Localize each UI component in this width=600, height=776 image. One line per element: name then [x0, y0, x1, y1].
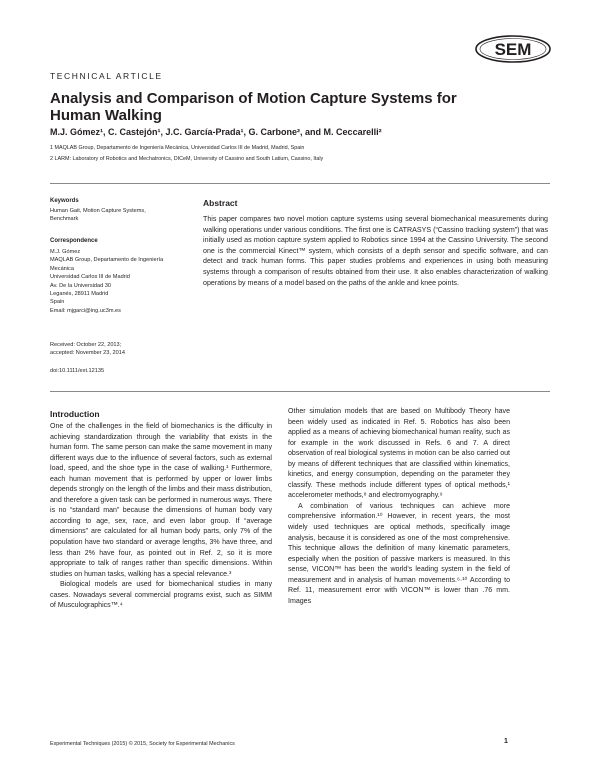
- affiliation-2: 2 LARM: Laboratory of Robotics and Mechatronics, DICeM, University of Cassino and South Latium, Cassino, Italy: [50, 156, 324, 162]
- section-label: TECHNICAL ARTICLE: [50, 71, 163, 81]
- sem-logo: [474, 34, 552, 64]
- abstract-text: This paper compares two novel motion capture systems using several biomechanical measurements during walking operations under various conditions. The first one is CATRASYS (“Cassino tracking system”) that was initially used as motion capture system applied to Robotics since 1994 at the Cassino University. The second one is the commercial Kinect™ system, which consists of a depth sensor and specific software, and can detect and track human forms. This paper studies problems and experiences in using both measuring systems through a comparison of results obtained from their use. It also enables characterization of walking operations by means of a model based on the paths of the ankle and knee points.: [203, 215, 548, 287]
- abstract-divider: [50, 391, 550, 392]
- article-title: Analysis and Comparison of Motion Capture Systems for Human Walking: [50, 90, 457, 124]
- left-column: [50, 422, 272, 612]
- correspondence-text: M.J. Gómez MAQLAB Group, Departamento de Ingeniería Mecánica Universidad Carlos III de Madrid Av. De la Universidad 30 Leganés, 28911 Madrid Spain Email: mjgarci@ing.uc3m.es: [50, 248, 200, 315]
- page-number: 1: [504, 738, 508, 745]
- introduction-heading: Introduction: [50, 409, 100, 419]
- abstract-heading: Abstract: [203, 198, 238, 208]
- received-dates: Received: October 22, 2013; accepted: November 23, 2014: [50, 342, 125, 357]
- keywords-heading: Keywords: [50, 198, 79, 204]
- affiliation-1: 1 MAQLAB Group, Departamento de Ingeniería Mecánica, Universidad Carlos III de Madrid, Madrid, Spain: [50, 145, 305, 151]
- logo-text: SEM: [494, 40, 532, 59]
- keywords-text: Human Gait, Motion Capture Systems, Benchmark: [50, 208, 146, 223]
- correspondence-heading: Correspondence: [50, 238, 98, 244]
- right-column: [288, 407, 510, 607]
- paragraph: One of the challenges in the field of biomechanics is the difficulty in achieving standardization through the variability that exists in the human form. The same person can make the same movement in many different ways due to the influence of several factors, such as external load, speed, and the shoe type in the case of walking.¹ Furthermore, each human movement that is performed by upper or lower limbs depends strongly on the length of the limbs and their mass distribution, and therefore a given task can be performed in numerous ways. There is no “standard man” because the dimensions of human body vary according to age, sex, race, and even labor group. If “average dimensions” are calculated for all human body parts, only 7% of the population have two standard or average lengths, 3% have three, and less than 2% have four, as pointed out in Ref. 2, so it is more appropriate to talk of ranges rather than specific dimensions. Within studies on human tasks, walking has a special relevance.³: [50, 423, 272, 578]
- journal-footer: Experimental Techniques (2015) © 2015, Society for Experimental Mechanics: [50, 741, 235, 747]
- header-divider: [50, 183, 550, 184]
- paragraph: Other simulation models that are based on Multibody Theory have been widely used as indicated in Ref. 5. Robotics has also been applied as a means of achieving biomechanical human reality, such as for example in the work discussed in Refs. 6 and 7. A direct observation of real biological systems in motion can be also carried out by means of different techniques that are classified within kinematics, kinetics, and energy consumption, depending on the parameter they classify. These methods include different types of optical methods,¹ accelerometer methods,⁸ and electromyography.⁹: [288, 408, 510, 500]
- doi: doi:10.1111/ext.12135: [50, 368, 105, 374]
- paragraph: Biological models are used for biomechanical studies in many cases. Nowadays several commercial programs exist, such as SIMM of Musculographics™.⁴: [50, 581, 272, 610]
- correspondence-email: Email: mjgarci@ing.uc3m.es: [50, 307, 121, 314]
- paragraph: A combination of various techniques can achieve more comprehensive information.¹⁰ However, in recent years, the most widely used techniques are optical methods, specifically image analysis, because it is considered as one of the most comprehensive. This technique allows the definition of many kinematic parameters, especially when the position of passive markers is measured. In this sense, VICON™ has been the world’s leading system in the field of measurement and in analysis of human movements.⁶·¹⁰ According to Ref. 11, measurement error with VICON™ is lower than .76 mm. Images: [288, 502, 510, 605]
- author-list: M.J. Gómez¹, C. Castejón¹, J.C. García-Prada¹, G. Carbone², and M. Ceccarelli²: [50, 127, 382, 137]
